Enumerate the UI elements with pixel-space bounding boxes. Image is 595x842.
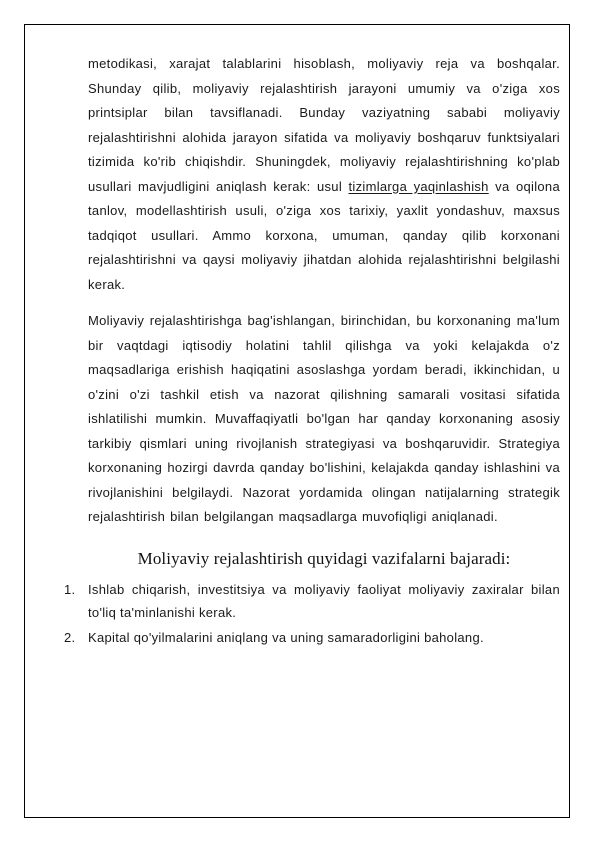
list-item-number: 1. — [64, 581, 76, 597]
paragraph-2: Moliyaviy rejalashtirishga bag'ishlangan, birinchidan, bu korxonaning ma'lum bir vaqtdagi iqtisodiy holatini tahlil qilishga va yoki kelajakda o'z maqsadlariga erishish haqiqatini asoslashga yordam beradi, ikkinchidan, u o'zini o'zi tashkil etish va nazorat qilishning samarali vositasi sifatida ishlatilishi mumkin. Muvaffaqiyatli bo'lgan har qanday korxonaning asosiy tarkibiy qismlari uning rivojlanish strategiyasi va boshqaruvidir. Strategiya korxonaning hozirgi davrda qanday bo'lishini, kelajakda qanday ishlashini va rivojlanishini belgilaydi. Nazorat yordamida olingan natijalarning strategik rejalashtirish bilan belgilangan maqsadlarga muvofiqligi aniqlanadi. — [88, 313, 560, 524]
paragraph-1 — [88, 52, 560, 297]
task-list — [64, 578, 560, 649]
document-body — [64, 52, 560, 649]
list-item — [64, 626, 560, 649]
list-item-number: 2. — [64, 629, 76, 645]
link-tizimlarga-yaqinlashish[interactable]: tizimlarga yaqinlashish — [348, 178, 489, 194]
list-item-text: Ishlab chiqarish, investitsiya va moliyaviy faoliyat moliyaviy zaxiralar bilan to'liq ta'minlanishi kerak. — [88, 581, 560, 620]
section-heading: Moliyaviy rejalashtirish quyidagi vazifalarni bajaradi: — [137, 548, 511, 568]
paragraph-1-text-end: va oqilona tanlov, modellashtirish usuli, o'ziga xos tarixiy, yaxlit yondashuv, maxsus tadqiqot usullari. Ammo korxona, umuman, qanday qilib korxonani rejalashtirishni va qaysi moliyaviy jihatdan alohida rejalashtirishni belgilashi kerak. — [88, 178, 560, 292]
list-item — [64, 578, 560, 624]
paragraph-1-text-start: metodikasi, xarajat talablarini hisoblash, moliyaviy reja va boshqalar. Shunday qilib, moliyaviy rejalashtirish jarayoni umumiy va o'ziga xos printsiplar bilan tavsiflanadi. Bunday vaziyatning sababi moliyaviy rejalashtirishni alohida jarayon sifatida va moliyaviy boshqaruv funktsiyalari tizimida ko'rib chiqishdir. Shuningdek, moliyaviy rejalashtirishning ko'plab usullari mavjudligini aniqlash kerak: usul — [88, 56, 560, 194]
list-item-text: Kapital qo'yilmalarini aniqlang va uning samaradorligini baholang. — [88, 629, 484, 645]
